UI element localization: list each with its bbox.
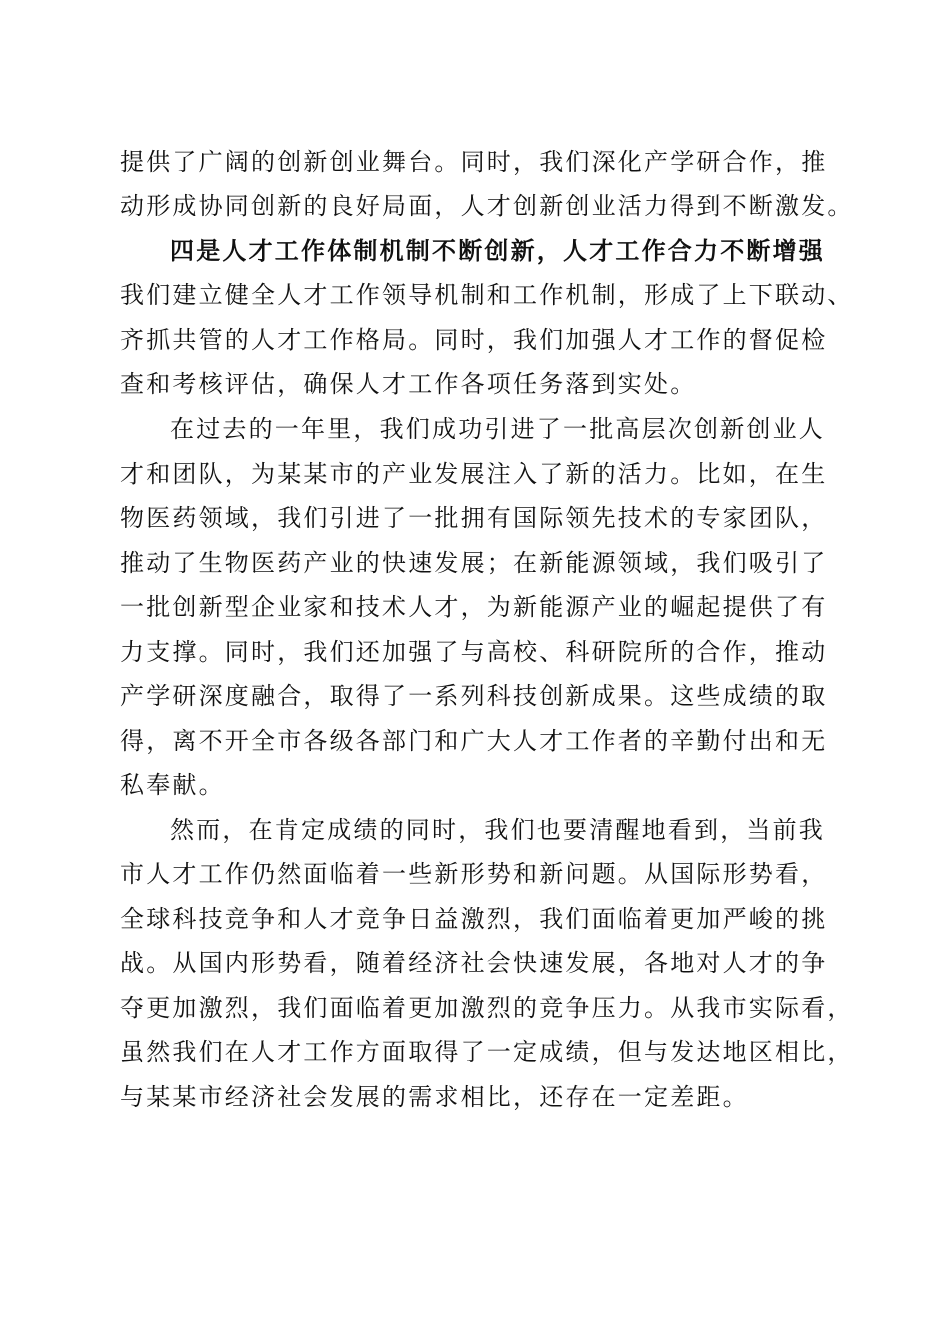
text-line-7: 在过去的一年里，我们成功引进了一批高层次创新创业人 bbox=[170, 415, 825, 443]
text-line-9: 物医药领域，我们引进了一批拥有国际领先技术的专家团队， bbox=[120, 504, 828, 532]
text-line-11: 一批创新型企业家和技术人才，为新能源产业的崛起提供了有 bbox=[120, 593, 828, 621]
text-line-20: 夺更加激烈，我们面临着更加激烈的竞争压力。从我市实际看， bbox=[120, 994, 854, 1022]
text-line-1: 提供了广阔的创新创业舞台。同时，我们深化产学研合作，推 bbox=[120, 148, 828, 176]
text-line-16: 然而，在肯定成绩的同时，我们也要清醒地看到，当前我 bbox=[170, 816, 825, 844]
text-line-8: 才和团队，为某某市的产业发展注入了新的活力。比如，在生 bbox=[120, 460, 828, 488]
text-line-21: 虽然我们在人才工作方面取得了一定成绩，但与发达地区相比， bbox=[120, 1038, 854, 1066]
text-line-18: 全球科技竞争和人才竞争日益激烈，我们面临着更加严峻的挑 bbox=[120, 905, 828, 933]
text-line-6: 查和考核评估，确保人才工作各项任务落到实处。 bbox=[120, 370, 697, 398]
text-line-4: 我们建立健全人才工作领导机制和工作机制，形成了上下联动、 bbox=[120, 281, 854, 309]
section-heading: 四是人才工作体制机制不断创新，人才工作合力不断增强 bbox=[170, 236, 825, 265]
text-line-13: 产学研深度融合，取得了一系列科技创新成果。这些成绩的取 bbox=[120, 682, 828, 710]
text-line-10: 推动了生物医药产业的快速发展；在新能源领域，我们吸引了 bbox=[120, 549, 828, 577]
text-line-5: 齐抓共管的人才工作格局。同时，我们加强人才工作的督促检 bbox=[120, 326, 828, 354]
text-line-14: 得，离不开全市各级各部门和广大人才工作者的辛勤付出和无 bbox=[120, 727, 828, 755]
text-line-22: 与某某市经济社会发展的需求相比，还存在一定差距。 bbox=[120, 1083, 749, 1111]
text-line-17: 市人才工作仍然面临着一些新形势和新问题。从国际形势看， bbox=[120, 860, 828, 888]
text-line-15: 私奉献。 bbox=[120, 771, 225, 799]
text-line-12: 力支撑。同时，我们还加强了与高校、科研院所的合作，推动 bbox=[120, 638, 828, 666]
text-line-2: 动形成协同创新的良好局面，人才创新创业活力得到不断激发。 bbox=[120, 192, 854, 220]
text-line-19: 战。从国内形势看，随着经济社会快速发展，各地对人才的争 bbox=[120, 949, 828, 977]
